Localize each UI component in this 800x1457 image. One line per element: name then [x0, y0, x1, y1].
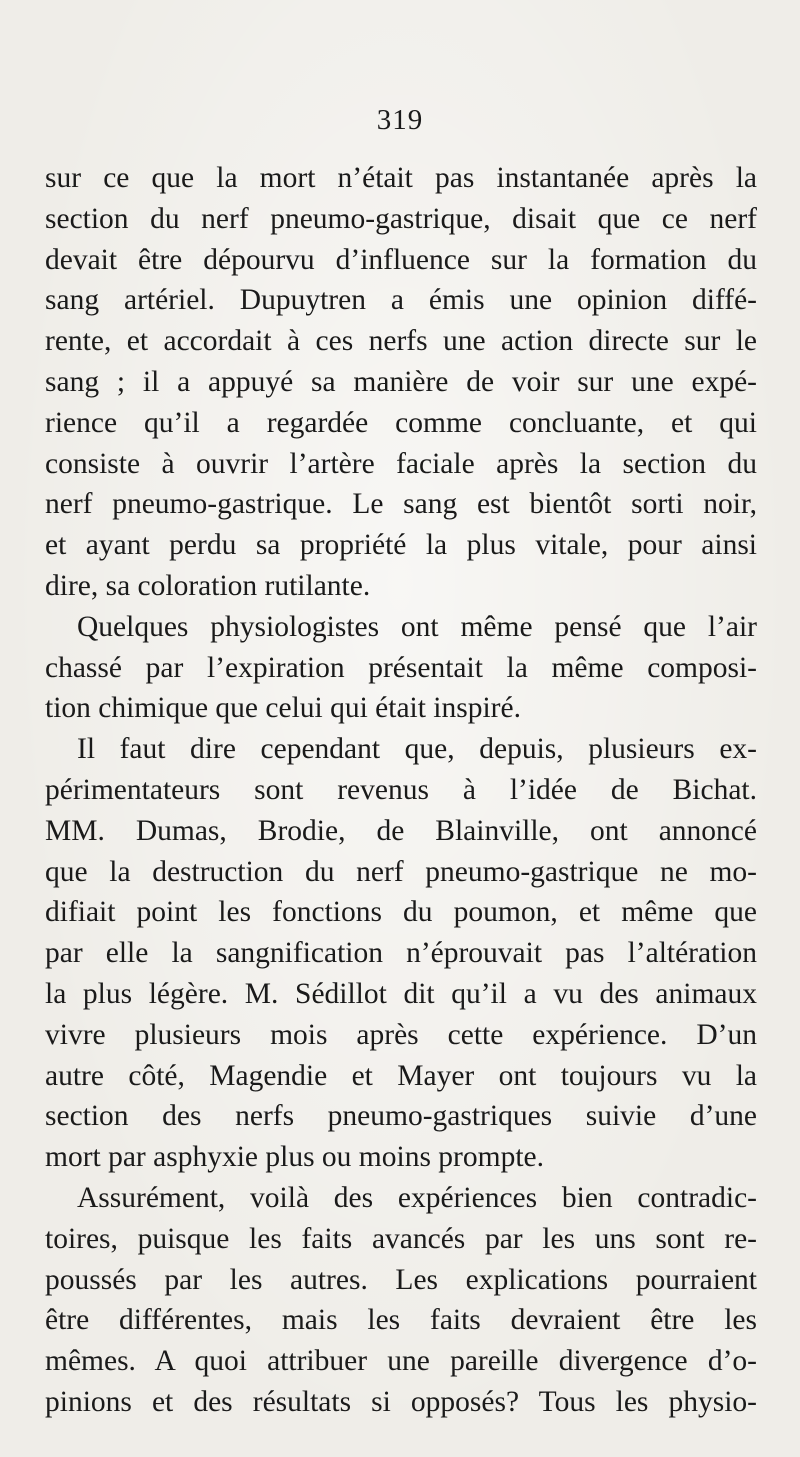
text-line: sur ce que la mort n’était pas instantanée après la	[45, 162, 757, 194]
text-line: toires, puisque les faits avancés par les uns sont re-	[45, 1222, 757, 1255]
text-line: sang ; il a appuyé sa manière de voir sur une expé-	[45, 365, 757, 398]
body-text	[45, 158, 757, 1423]
text-line: poussés par les autres. Les explications pourraient	[45, 1263, 757, 1296]
text-line: la plus légère. M. Sédillot dit qu’il a vu des animaux	[45, 977, 757, 1010]
page-number: 319	[376, 104, 424, 136]
text-line: vivre plusieurs mois après cette expérience. D’un	[45, 1018, 757, 1051]
text-line: sang artériel. Dupuytren a émis une opinion diffé-	[45, 284, 757, 317]
text-line: et ayant perdu sa propriété la plus vitale, pour ainsi	[45, 529, 757, 562]
text-line: chassé par l’expiration présentait la même composi-	[45, 651, 757, 684]
text-line: dire, sa coloration rutilante.	[45, 569, 371, 602]
text-line: nerf pneumo-gastrique. Le sang est bientôt sorti noir,	[45, 488, 757, 521]
text-line: que la destruction du nerf pneumo-gastrique ne mo-	[45, 855, 757, 888]
text-line: devait être dépourvu d’influence sur la formation du	[45, 243, 757, 276]
text-line: par elle la sangnification n’éprouvait pas l’altération	[45, 937, 757, 970]
text-line: mort par asphyxie plus ou moins prompte.	[45, 1141, 544, 1174]
text-line: Il faut dire cependant que, depuis, plusieurs ex-	[77, 733, 757, 766]
text-line: rience qu’il a regardée comme concluante, et qui	[45, 406, 757, 439]
text-line: section du nerf pneumo-gastrique, disait que ce nerf	[45, 202, 757, 235]
text-line: difiait point les fonctions du poumon, et même que	[45, 896, 757, 929]
text-line: être différentes, mais les faits devraient être les	[45, 1304, 757, 1337]
text-line: pinions et des résultats si opposés? Tous les physio-	[45, 1385, 757, 1418]
text-line: section des nerfs pneumo-gastriques suivie d’une	[45, 1100, 757, 1133]
text-line: rente, et accordait à ces nerfs une action directe sur le	[45, 325, 757, 358]
text-line: autre côté, Magendie et Mayer ont toujours vu la	[45, 1059, 757, 1092]
text-line: tion chimique que celui qui était inspiré.	[45, 692, 521, 725]
text-line: Assurément, voilà des expériences bien contradic-	[77, 1181, 757, 1214]
text-line: Quelques physiologistes ont même pensé que l’air	[77, 610, 757, 643]
text-line: mêmes. A quoi attribuer une pareille divergence d’o-	[45, 1345, 757, 1378]
text-line: périmentateurs sont revenus à l’idée de Bichat.	[45, 773, 757, 806]
text-line: consiste à ouvrir l’artère faciale après la section du	[45, 447, 757, 480]
text-line: MM. Dumas, Brodie, de Blainville, ont annoncé	[45, 814, 757, 847]
